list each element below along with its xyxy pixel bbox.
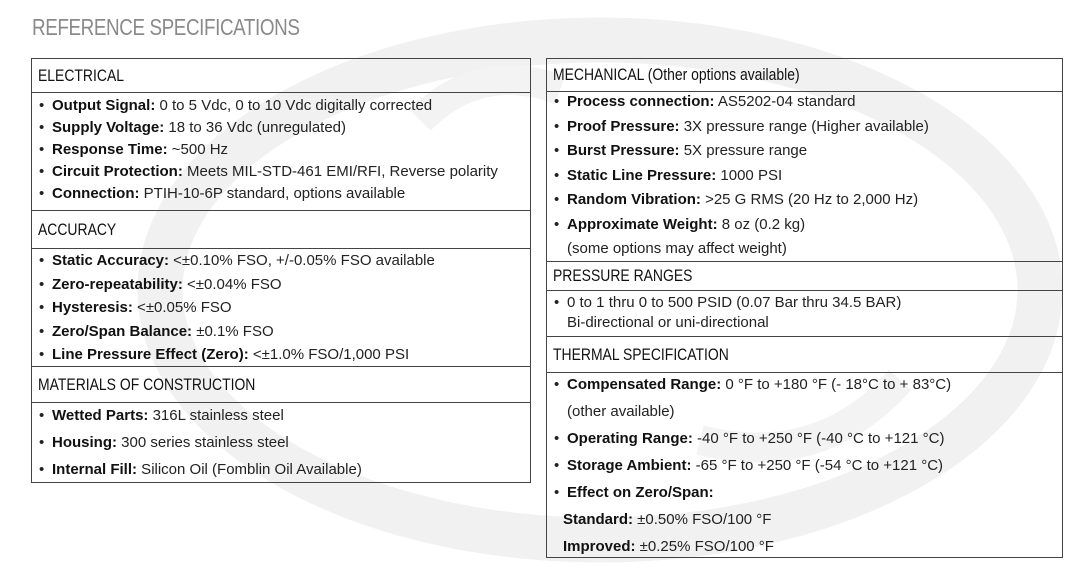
- accuracy-heading: ACCURACY: [32, 211, 530, 249]
- list-item: • Zero-repeatability: <±0.04% FSO: [39, 275, 282, 293]
- pressure-ranges-section: [547, 291, 1062, 337]
- materials-section: [32, 403, 530, 488]
- improved-item: Improved: ±0.25% FSO/100 °F: [563, 538, 774, 555]
- list-item: • Approximate Weight: 8 oz (0.2 kg): [554, 215, 806, 233]
- list-item: • 0 to 1 thru 0 to 500 PSID (0.07 Bar thru 34.5 BAR): [554, 294, 902, 311]
- thermal-heading: THERMAL SPECIFICATION: [547, 337, 1062, 373]
- list-item: • Hysteresis: <±0.05% FSO: [39, 299, 232, 316]
- list-item: • Response Time: ~500 Hz: [39, 141, 229, 158]
- list-item: • Connection: PTIH-10-6P standard, options available: [39, 185, 406, 202]
- list-item: • Housing: 300 series stainless steel: [39, 434, 289, 451]
- electrical-heading: ELECTRICAL: [32, 59, 530, 93]
- mechanical-heading: MECHANICAL (Other options available): [547, 59, 1062, 92]
- page-title: REFERENCE SPECIFICATIONS: [32, 14, 300, 40]
- right-spec-panel: [546, 58, 1063, 558]
- list-item: • Zero/Span Balance: ±0.1% FSO: [39, 322, 274, 340]
- list-item: • Static Line Pressure: 1000 PSI: [554, 166, 783, 184]
- materials-heading: MATERIALS OF CONSTRUCTION: [32, 367, 530, 403]
- list-item: • Proof Pressure: 3X pressure range (Higher available): [554, 117, 929, 135]
- list-item: • Burst Pressure: 5X pressure range: [554, 142, 808, 159]
- list-item: • Storage Ambient: -65 °F to +250 °F (-54 °C to +121 °C): [554, 457, 944, 474]
- compensated-note: (other available): [567, 403, 675, 420]
- list-item: • Effect on Zero/Span:: [554, 484, 714, 501]
- standard-item: Standard: ±0.50% FSO/100 °F: [563, 511, 772, 528]
- list-item: • Compensated Range: 0 °F to +180 °F (- 18°C to + 83°C): [554, 376, 952, 393]
- pressure-direction-text: Bi-directional or uni-directional: [567, 314, 769, 331]
- pressure-ranges-heading: PRESSURE RANGES: [547, 262, 1062, 291]
- accuracy-section: [32, 249, 530, 367]
- list-item: • Supply Voltage: 18 to 36 Vdc (unregulated): [39, 119, 347, 136]
- list-item: • Operating Range: -40 °F to +250 °F (-40 °C to +121 °C): [554, 430, 945, 447]
- list-item: • Circuit Protection: Meets MIL-STD-461 EMI/RFI, Reverse polarity: [39, 163, 498, 180]
- list-item: • Wetted Parts: 316L stainless steel: [39, 407, 284, 424]
- list-item: • Internal Fill: Silicon Oil (Fomblin Oil Available): [39, 461, 362, 478]
- list-item: • Output Signal: 0 to 5 Vdc, 0 to 10 Vdc digitally corrected: [39, 97, 433, 114]
- thermal-section: [547, 373, 1062, 565]
- list-item: • Line Pressure Effect (Zero): <±1.0% FSO/1,000 PSI: [39, 346, 410, 363]
- list-item: • Process connection: AS5202-04 standard: [554, 93, 856, 110]
- mechanical-section: [547, 92, 1062, 262]
- list-item: • Random Vibration: >25 G RMS (20 Hz to 2,000 Hz): [554, 191, 919, 208]
- weight-note: (some options may affect weight): [567, 240, 787, 257]
- left-spec-panel: [31, 58, 531, 483]
- list-item: • Static Accuracy: <±0.10% FSO, +/-0.05% FSO available: [39, 252, 435, 269]
- electrical-section: [32, 93, 530, 211]
